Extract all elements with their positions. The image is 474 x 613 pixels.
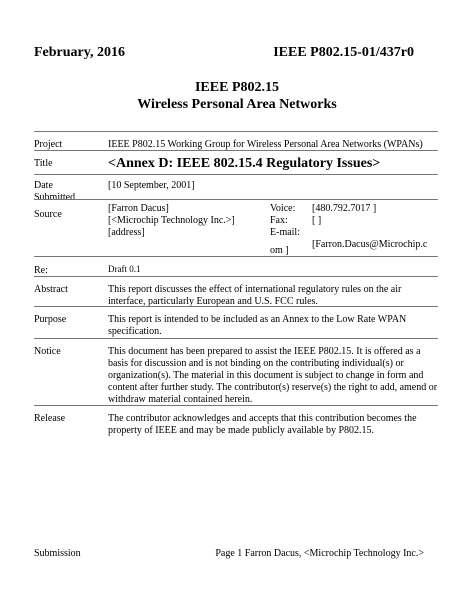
- footer-page-info: Page 1 Farron Dacus, <Microchip Technology Inc.>: [215, 548, 424, 559]
- source-contact-values: [312, 203, 427, 251]
- release-label: Release: [34, 413, 66, 424]
- voice-label: Voice:: [270, 203, 296, 214]
- title-line-2: Wireless Personal Area Networks: [137, 97, 337, 112]
- notice-label: Notice: [34, 346, 61, 357]
- release-row: [34, 405, 438, 436]
- notice-text: [108, 346, 438, 406]
- abstract-line-1: This report discusses the effect of international regulatory rules on the air: [108, 284, 402, 295]
- notice-line-4: content after further study. The contributor(s) reserve(s) the right to add, amend or: [108, 382, 438, 393]
- source-address: [address]: [108, 227, 145, 238]
- date-label-line-1: Date: [34, 180, 53, 191]
- purpose-text: [108, 314, 438, 338]
- title-row: [34, 150, 438, 176]
- notice-row: [34, 338, 438, 406]
- source-label: Source: [34, 209, 62, 220]
- re-label: Re:: [34, 265, 48, 276]
- title-value: <Annex D: IEEE 802.15.4 Regulatory Issues>: [108, 156, 381, 171]
- abstract-line-2: interface, particularly European and U.S. FCC rules.: [108, 296, 318, 307]
- document-title: [0, 79, 474, 113]
- date-label-line-2: Submitted: [34, 192, 76, 203]
- purpose-line-1: This report is intended to be included as an Annex to the Low Rate WPAN: [108, 314, 407, 325]
- notice-line-3: organization(s). The material in this document is subject to change in form and: [108, 370, 424, 381]
- abstract-text: [108, 284, 438, 308]
- abstract-label: Abstract: [34, 284, 68, 295]
- source-row: [34, 199, 438, 257]
- email-label: E-mail:: [270, 227, 300, 238]
- voice-value: [480.792.7017 ]: [312, 203, 377, 214]
- re-row: [34, 256, 438, 277]
- release-line-1: The contributor acknowledges and accepts that this contribution becomes the: [108, 413, 417, 424]
- release-line-2: property of IEEE and may be made publicly available by P802.15.: [108, 425, 375, 436]
- re-value: Draft 0.1: [108, 264, 141, 274]
- source-name: [Farron Dacus]: [108, 203, 169, 214]
- header-date: February, 2016: [34, 45, 125, 60]
- source-company: [<Microchip Technology Inc.>]: [108, 215, 235, 226]
- notice-line-2: basis for discussion and is not binding on the contributing individual(s) or: [108, 358, 404, 369]
- footer-submission: Submission: [34, 548, 81, 559]
- title-line-1: IEEE P802.15: [194, 80, 279, 95]
- notice-line-1: This document has been prepared to assist the IEEE P802.15. It is offered as a: [108, 346, 421, 357]
- project-label: Project: [34, 139, 63, 150]
- header-doc-id: IEEE P802.15-01/437r0: [273, 45, 414, 60]
- project-value: IEEE P802.15 Working Group for Wireless Personal Area Networks (WPANs): [108, 139, 423, 150]
- abstract-row: [34, 276, 438, 307]
- email-value: [Farron.Dacus@Microchip.c: [312, 239, 428, 250]
- source-contact-labels: [270, 203, 300, 239]
- release-text: [108, 413, 438, 437]
- fax-value: [ ]: [312, 215, 322, 226]
- purpose-label: Purpose: [34, 314, 67, 325]
- date-submitted-value: [10 September, 2001]: [108, 180, 195, 191]
- purpose-row: [34, 306, 438, 339]
- notice-line-5: withdraw material contained herein.: [108, 394, 253, 405]
- title-label: Title: [34, 158, 53, 169]
- purpose-line-2: specification.: [108, 326, 162, 337]
- date-submitted-row: [34, 174, 438, 203]
- fax-label: Fax:: [270, 215, 288, 226]
- email-value-continued: om ]: [270, 245, 289, 256]
- source-contact: [108, 203, 235, 239]
